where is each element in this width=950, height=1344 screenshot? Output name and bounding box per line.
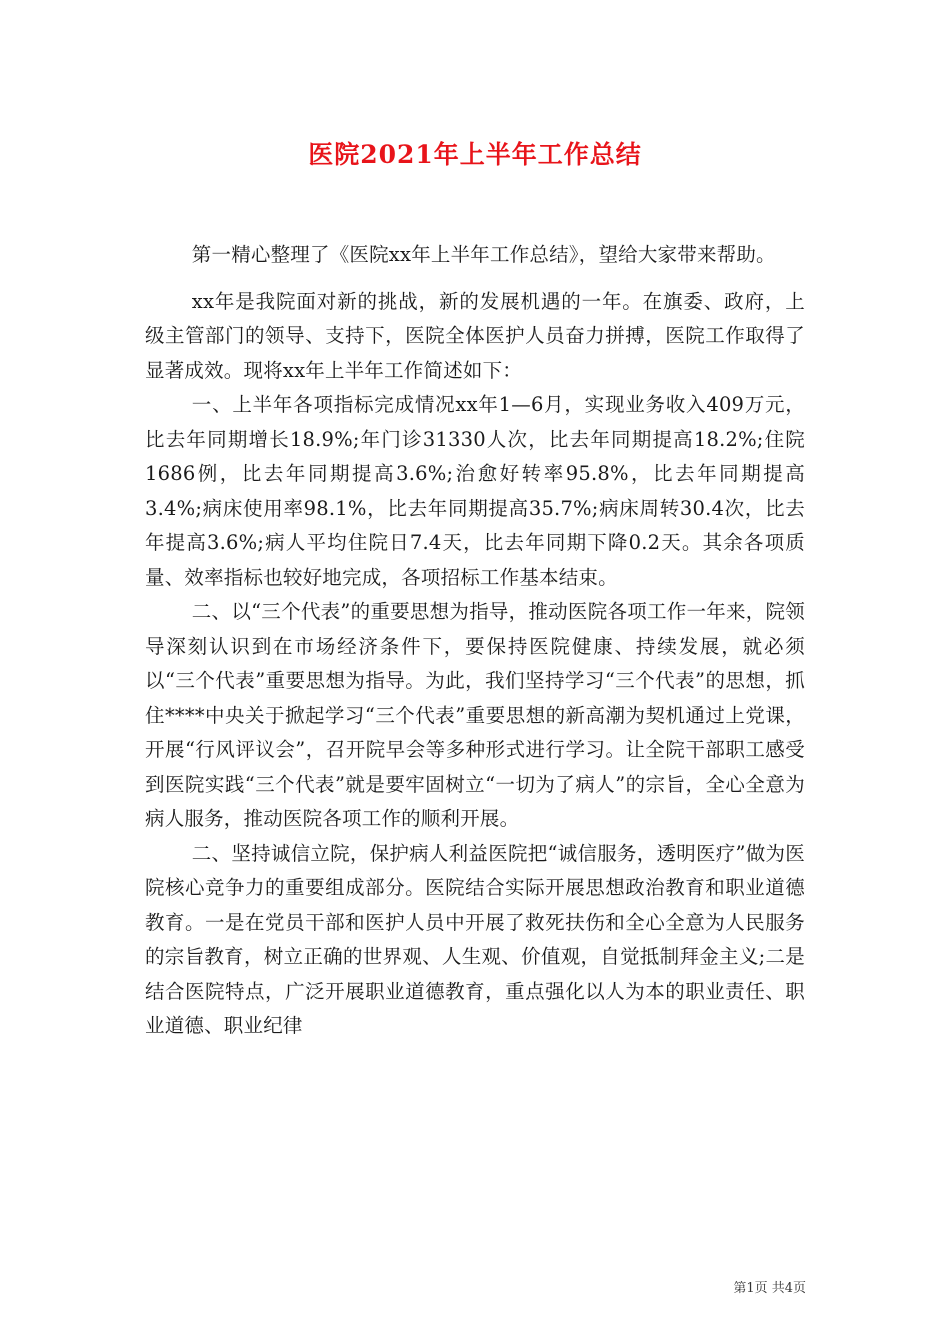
page-number: 第1页 共4页 (733, 1281, 806, 1296)
document-title: 医院2021年上半年工作总结 (308, 140, 642, 169)
paragraph-overview: xx年是我院面对新的挑战，新的发展机遇的一年。在旗委、政府，上级主管部门的领导、支持下，医院全体医护人员奋力拼搏，医院工作取得了显著成效。现将xx年上半年工作简述如下： (145, 289, 805, 382)
paragraph-three-represents: 二、以“三个代表”的重要思想为指导，推动医院各项工作一年来，院领导深刻认识到在市场经济条件下，要保持医院健康、持续发展，就必须以“三个代表”重要思想为指导。为此，我们坚持学习“三个代表”的思想，抓住****中央关于掀起学习“三个代表”重要思想的新高潮为契机通过上党课，开展“行风评议会”，召开院早会等多种形式进行学习。让全院干部职工感受到医院实践“三个代表”就是要牢固树立“一切为了病人”的宗旨，全心全意为病人服务，推动医院各项工作的顺利开展。 (145, 600, 805, 830)
paragraph-integrity: 二、坚持诚信立院，保护病人利益医院把“诚信服务，透明医疗”做为医院核心竞争力的重要组成部分。医院结合实际开展思想政治教育和职业道德教育。一是在党员干部和医护人员中开展了救死扶伤和全心全意为人民服务的宗旨教育，树立正确的世界观、人生观、价值观，自觉抵制拜金主义;二是结合医院特点，广泛开展职业道德教育，重点强化以人为本的职业责任、职业道德、职业纪律 (145, 841, 805, 1037)
paragraph-indicators: 一、上半年各项指标完成情况xx年1—6月，实现业务收入409万元，比去年同期增长18.9%;年门诊31330人次，比去年同期提高18.2%;住院1686例，比去年同期提高3.6%;治愈好转率95.8%，比去年同期提高3.4%;病床使用率98.1%，比去年同期提高35.7%;病床周转30.4次，比去年提高3.6%;病人平均住院日7.4天，比去年同期下降0.2天。其余各项质量、效率指标也较好地完成，各项招标工作基本结束。 (145, 393, 805, 589)
paragraph-intro: 第一精心整理了《医院xx年上半年工作总结》，望给大家带来帮助。 (191, 243, 776, 266)
document-body (145, 238, 805, 1044)
